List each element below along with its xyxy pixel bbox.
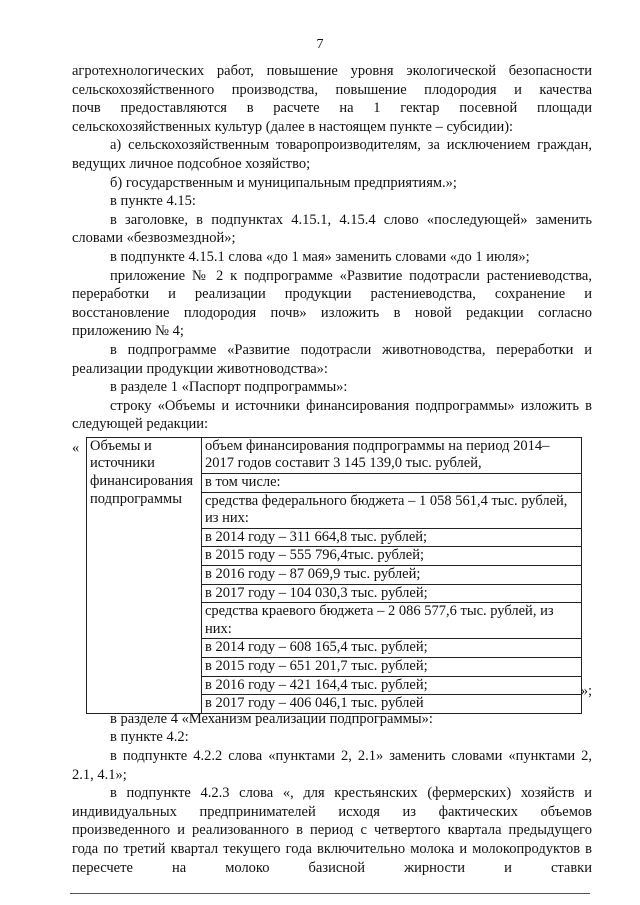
paragraph: в разделе 4 «Механизм реализации подпрограммы»: [110,710,433,727]
paragraph: строку «Объемы и источники финансирования подпрограммы» изложить в следующей редакции: [72,397,592,433]
paragraph: в разделе 1 «Паспорт подпрограммы»: [110,379,348,396]
paragraph: б) государственным и муниципальным предприятиям.»; [110,174,457,191]
table-value-line: в том числе: [202,473,581,492]
paragraph: сельскохозяйственного производства, повышение плодородия и качества [72,81,592,98]
paragraph: в пункте 4.15: [110,193,196,210]
page-bottom-rule [70,893,590,894]
table-row [87,437,582,713]
table-value-line: объем финансирования подпрограммы на период 2014–2017 годов составит 3 145 139,0 тыс. рублей, [205,437,550,472]
paragraph: а) сельскохозяйственным товаропроизводителям, за исключением граждан, ведущих личное подсобное хозяйство; [72,137,592,172]
financing-table [86,437,582,714]
table-value-line: в 2015 году – 651 201,7 тыс. рублей; [202,657,581,676]
table-value-line: средства краевого бюджета – 2 086 577,6 тыс. рублей, из них: [202,602,581,638]
paragraph: почв предоставляются в расчете на 1 гектар посевной площади [72,100,592,117]
paragraphs-before-table [72,62,592,434]
paragraph: в подпункте 4.2.2 слова «пунктами 2, 2.1» заменить словами «пунктами 2, 2.1, 4.1»; [72,748,592,783]
table-value-line: в 2014 году – 608 165,4 тыс. рублей; [202,638,581,657]
table-value-line: средства федерального бюджета – 1 058 561,4 тыс. рублей, из них: [202,492,581,528]
table-value-line: в 2017 году – 406 046,1 тыс. рублей [202,694,581,713]
financing-table-block [72,437,592,712]
page-number: 7 [316,37,324,52]
table-value-line: в 2016 году – 87 069,9 тыс. рублей; [202,565,581,584]
table-value-line: в 2015 году – 555 796,4тыс. рублей; [202,546,581,565]
document-body [72,62,592,877]
table-close-quote: »; [580,683,592,700]
paragraph: в заголовке, в подпунктах 4.15.1, 4.15.4 слово «последующей» заменить словами «безвозмездной»; [72,211,592,247]
paragraph: приложение № 2 к подпрограмме «Развитие подотрасли растениеводства, переработки и реализации продукции растениеводства, сохранение и восстановление плодородия почв» изложить в новой редакции согласно приложению № 4; [72,267,592,340]
table-open-quote: « [72,439,80,456]
paragraph: агротехнологических работ, повышение уровня экологической безопасности [72,63,592,79]
paragraphs-after-table [72,710,592,877]
paragraph: в подпункте 4.2.3 слова «, для крестьянских (фермерских) хозяйств и индивидуальных предпринимателей исходя из фактических объемов произведенного и реализованного в период с четвертого квартала предыдущего года по третий квартал текущего года включительно молока и молокопродуктов в пересчете на молоко базисной жирности и ставки [72,785,592,876]
paragraph: в пункте 4.2: [110,729,189,746]
table-value-line: в 2017 году – 104 030,3 тыс. рублей; [202,584,581,603]
table-label-cell: Объемы и источники финансирования подпрограммы [87,437,202,713]
paragraph: в подпункте 4.15.1 слова «до 1 мая» заменить словами «до 1 июля»; [110,248,530,265]
table-value-line: в 2016 году – 421 164,4 тыс. рублей; [202,676,581,695]
table-value-line: в 2014 году – 311 664,8 тыс. рублей; [202,528,581,547]
paragraph: в подпрограмме «Развитие подотрасли животноводства, переработки и реализации продукции животноводства»: [72,341,592,377]
table-value-cell [202,437,582,713]
paragraph: сельскохозяйственных культур (далее в настоящем пункте – субсидии): [72,118,514,135]
